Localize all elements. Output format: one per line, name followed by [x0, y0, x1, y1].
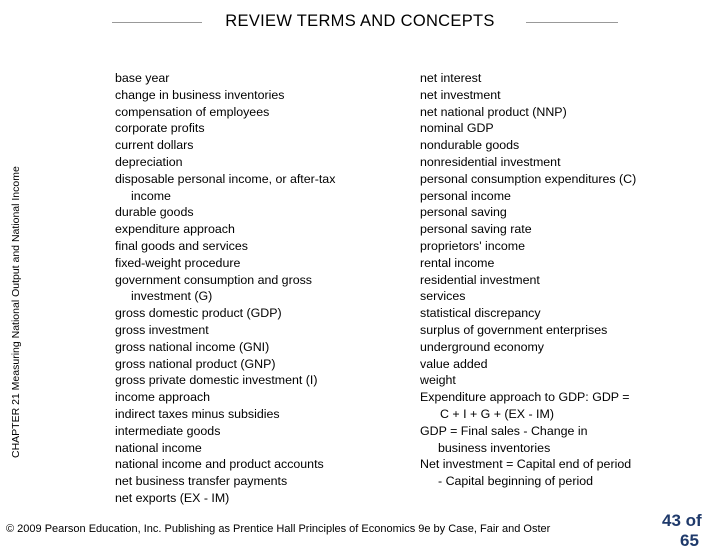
- term-item: gross domestic product (GDP): [115, 306, 282, 321]
- term-item: fixed-weight procedure: [115, 255, 241, 270]
- term-item: net investment: [420, 87, 501, 102]
- slide-title: [0, 12, 720, 31]
- term-item: national income: [115, 440, 202, 455]
- term-item: gross investment: [115, 322, 209, 337]
- term-item: expenditure approach: [115, 222, 235, 237]
- term-item: personal saving: [420, 205, 507, 220]
- term-item: rental income: [420, 255, 495, 270]
- term-item: gross private domestic investment (I): [115, 373, 318, 388]
- term-item: corporate profits: [115, 121, 205, 136]
- term-item: national income and product accounts: [115, 457, 324, 472]
- term-item: net business transfer payments: [115, 474, 288, 489]
- term-item: depreciation: [115, 154, 183, 169]
- term-item: net exports (EX - IM): [115, 490, 230, 505]
- terms-list-right: [420, 70, 636, 490]
- term-item: personal income: [420, 188, 511, 203]
- term-item: intermediate goods: [115, 423, 221, 438]
- terms-list-left: [115, 70, 335, 507]
- term-item: proprietors' income: [420, 238, 525, 253]
- term-item-continuation: income: [131, 188, 171, 203]
- term-item: personal consumption expenditures (C): [420, 171, 637, 186]
- page-total: 65: [680, 531, 699, 550]
- formula-expenditure-approach: Expenditure approach to GDP: GDP =: [420, 390, 630, 405]
- term-item: net national product (NNP): [420, 104, 567, 119]
- chapter-side-label: CHAPTER 21 Measuring National Output and National Income: [10, 166, 22, 458]
- formula-net-investment: Net investment = Capital end of period: [420, 457, 632, 472]
- term-item: net interest: [420, 71, 482, 85]
- term-item: nondurable goods: [420, 138, 520, 153]
- term-item: statistical discrepancy: [420, 306, 541, 321]
- term-item: nominal GDP: [420, 121, 494, 136]
- term-item: personal saving rate: [420, 222, 532, 237]
- formula-continuation: business inventories: [438, 440, 551, 455]
- term-item: income approach: [115, 390, 211, 405]
- formula-final-sales: GDP = Final sales - Change in: [420, 423, 588, 438]
- term-item: final goods and services: [115, 238, 248, 253]
- term-item: gross national product (GNP): [115, 356, 276, 371]
- term-item: current dollars: [115, 138, 194, 153]
- term-item: government consumption and gross: [115, 272, 312, 287]
- slide-title-text: REVIEW TERMS AND CONCEPTS: [217, 12, 502, 30]
- term-item: disposable personal income, or after-tax: [115, 171, 336, 186]
- term-item: residential investment: [420, 272, 540, 287]
- term-item: compensation of employees: [115, 104, 270, 119]
- term-item: change in business inventories: [115, 87, 285, 102]
- term-item: durable goods: [115, 205, 194, 220]
- term-item: indirect taxes minus subsidies: [115, 406, 280, 421]
- term-item: nonresidential investment: [420, 154, 561, 169]
- term-item: underground economy: [420, 339, 544, 354]
- term-item: gross national income (GNI): [115, 339, 270, 354]
- term-item: value added: [420, 356, 488, 371]
- term-item: services: [420, 289, 466, 304]
- copyright-footer: © 2009 Pearson Education, Inc. Publishing as Prentice Hall Principles of Economics 9e by Case, Fair and Oster: [6, 523, 551, 535]
- page-number: 43 of: [662, 511, 702, 530]
- term-item-continuation: investment (G): [131, 289, 213, 304]
- term-item: base year: [115, 71, 170, 85]
- term-item: surplus of government enterprises: [420, 322, 608, 337]
- formula-continuation: - Capital beginning of period: [438, 474, 593, 489]
- term-item: weight: [420, 373, 456, 388]
- formula-continuation: C + I + G + (EX - IM): [440, 406, 554, 421]
